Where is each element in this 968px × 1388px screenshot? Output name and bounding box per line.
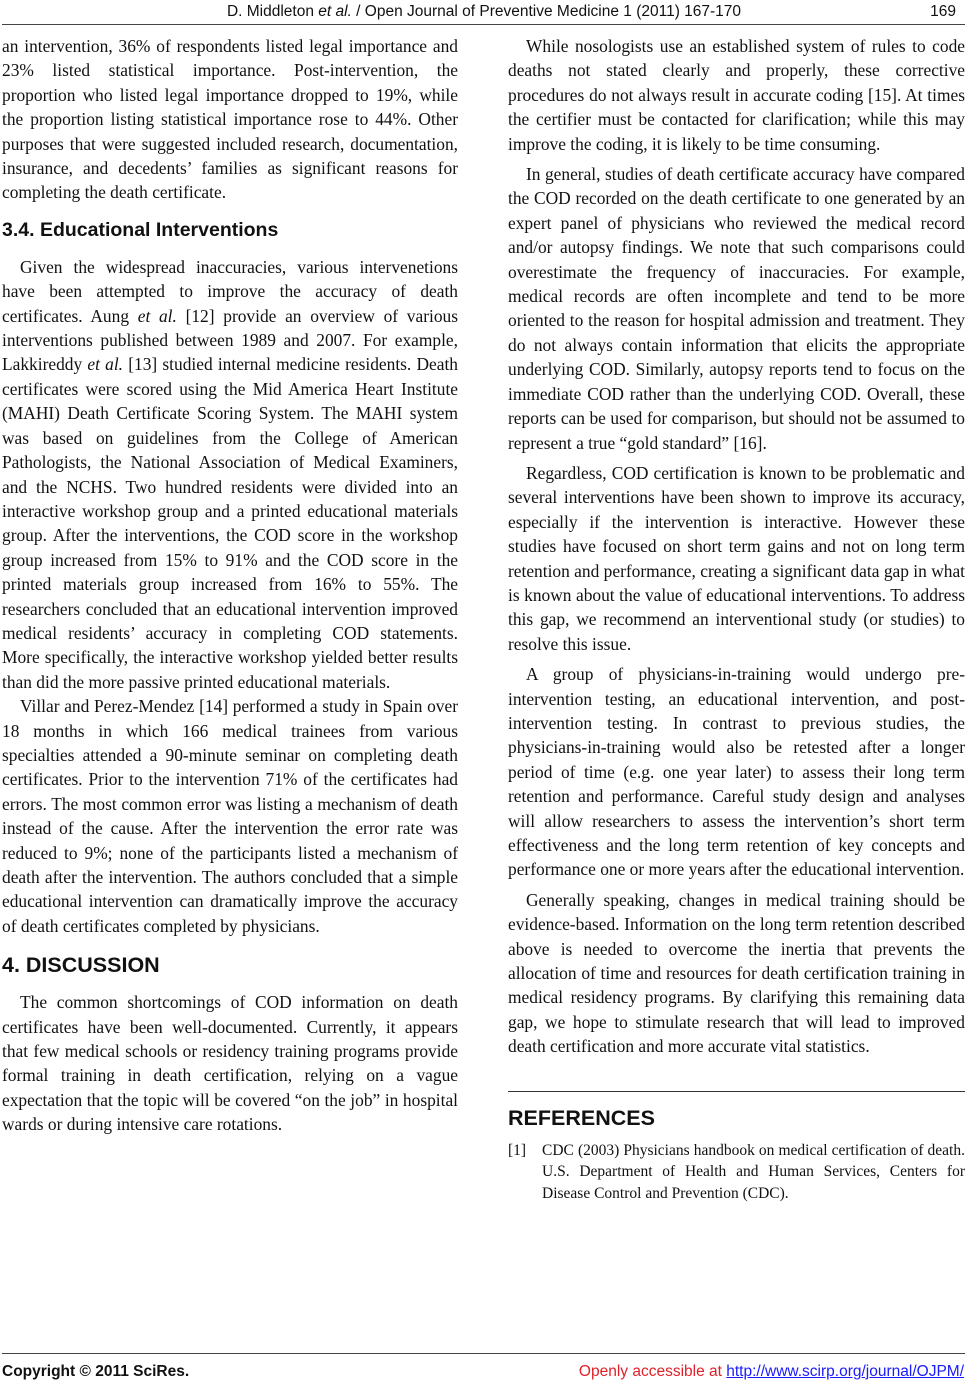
right-column — [508, 34, 965, 1204]
running-title — [0, 3, 968, 21]
reference-number: [1] — [508, 1141, 527, 1159]
page-number: 169 — [930, 3, 956, 20]
paragraph-study-design: A group of physicians-in-training would undergo pre-intervention testing, an educational intervention, and post-intervention testing. In contrast to previous studies, the physicians-in-training would also be retested after a longer period of time (e.g. one year later) to assess their long term retention and performance. Careful study design and analyses will allow researchers to assess the intervention’s short term effectiveness and the long term retention of key concepts and performance one or more years after the educational intervention. — [508, 664, 965, 880]
paragraph-text: [13] studied internal medicine residents. Death certificates were scored using the Mid America Heart Institute (MAHI) Death Certificate Scoring System. The MAHI system was based on guidelines from the College of American Pathologists, the National Association of Medical Examiners, and the NCHS. Two hundred residents were divided into an interactive workshop group and a printed educational materials group. After the interventions, the COD score in the workshop group increased from 15% to 91% and the COD score in the printed materials group increased from 16% to 55%. The researchers concluded that an educational intervention improved medical residents’ accuracy in completing COD statements. More specifically, the interactive workshop yielded better results than did the more passive printed educational materials. — [2, 354, 458, 692]
copyright-notice: Copyright © 2011 SciRes. — [2, 1363, 190, 1380]
running-title-etal: et al. — [318, 3, 352, 20]
paragraph-text: Given the widespread inaccuracies, various intervenetions have been attempted to improve the accuracy of death certificates. Aung — [2, 256, 458, 326]
references-heading: REFERENCES — [508, 1105, 655, 1130]
open-access-notice — [579, 1362, 964, 1382]
footer-divider — [2, 1353, 965, 1354]
etal-italic: et al. — [137, 305, 177, 326]
paragraph-accuracy-studies: In general, studies of death certificate accuracy have compared the COD recorded on the death certificate to one generated by an expert panel of physicians who reviewed the medical record and/or autopsy findings. We note that such comparisons could overestimate the frequency of inaccuracies. For example, medical records are often incomplete and tend to be more oriented to the reason for hospital admission and treatment. They do not always contain information that elicits the appropriate underlying COD. Similarly, autopsy reports tend to focus on the immediate COD rather than the underlying COD. Overall, these reports can be used for comparison, but should not be assumed to represent a true “gold standard” [16]. — [508, 164, 965, 453]
section-heading-3-4: 3.4. Educational Interventions — [2, 218, 279, 241]
references-divider — [508, 1091, 965, 1092]
paragraph-regardless: Regardless, COD certification is known to be problematic and several interventions have been shown to improve its accuracy, especially if the intervention is interactive. However these studies have focused on short term gains and not on long term retention and performance, creating a significant data gap in what is known about the value of educational interventions. To address this gap, we recommend an interventional study (or studies) to resolve this issue. — [508, 462, 965, 654]
paragraph-villar-study: Villar and Perez-Mendez [14] performed a study in Spain over 18 months in which 166 medical trainees from various specialties attended a 90-minute seminar on completing death certificates. Prior to the intervention 71% of the certificates had errors. The most common error was listing a mechanism of death instead of the cause. After the intervention the error rate was reduced to 9%; none of the participants listed a mechanism of death after the intervention. The authors concluded that a simple educational intervention can dramatically improve the accuracy of death certificates completed by physicians. — [2, 696, 458, 936]
paragraph-conclusion: Generally speaking, changes in medical training should be evidence-based. Information on the long term retention described above is needed to overcome the inertia that prevents the allocation of time and resources for death certification training in medical residency programs. By clarifying this remaining data gap, we hope to stimulate research that will lead to improved death certification and more accurate vital statistics. — [508, 889, 965, 1057]
open-access-label: Openly accessible at — [578, 1363, 727, 1380]
journal-link[interactable]: http://www.scirp.org/journal/OJPM/ — [726, 1363, 964, 1380]
left-column — [2, 34, 458, 1137]
paragraph-intro: an intervention, 36% of respondents listed legal importance and 23% listed statistical importance. Post-intervention, the proportion who listed legal importance dropped to 19%, while the proportion listing statistical importance rose to 44%. Other purposes that were suggested included research, documentation, insurance, and decedents’ families as significant reasons for completing the death certificate. — [2, 36, 458, 203]
paragraph-discussion: The common shortcomings of COD information on death certificates have been well-documented. Currently, it appears that few medical schools or residency training programs provide formal training in death certification, relying on a vague expectation that the topic will be covered “on the job” in hospital wards or during intensive care rotations. — [2, 992, 458, 1135]
paragraph-nosologists: While nosologists use an established system of rules to code deaths not stated clearly and properly, these corrective procedures do not always result in accurate coding [15]. At times the certifier must be contacted for clarification; while this may improve the coding, it is likely to be time consuming. — [508, 36, 965, 154]
section-heading-discussion: 4. DISCUSSION — [2, 953, 160, 978]
running-title-authors: D. Middleton — [226, 3, 319, 20]
paragraph-text: [12] provide an overview of various interventions published between 1989 and 2007. For example, Lakkireddy — [2, 305, 458, 375]
reference-item — [508, 1140, 965, 1205]
paragraph-educational-interventions — [2, 255, 458, 694]
etal-italic: et al. — [87, 354, 124, 375]
running-title-journal: / Open Journal of Preventive Medicine 1 (2011) 167-170 — [351, 3, 742, 20]
reference-text: CDC (2003) Physicians handbook on medical certification of death. U.S. Department of Health and Human Services, Centers for Disease Control and Prevention (CDC). — [542, 1141, 965, 1202]
header-divider — [2, 24, 965, 25]
